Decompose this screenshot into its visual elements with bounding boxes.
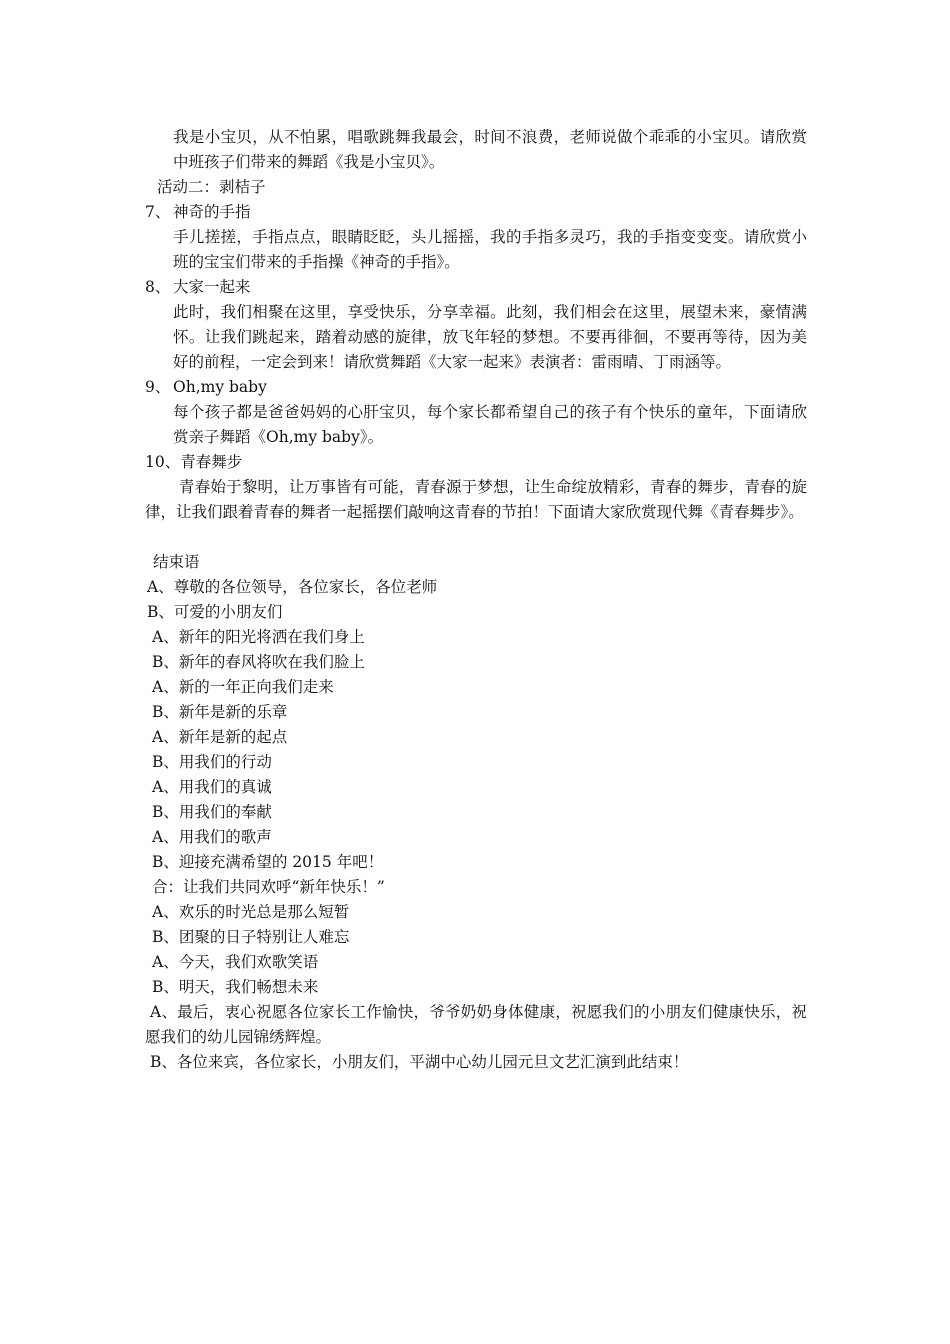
closing-line: A、新年的阳光将洒在我们身上 xyxy=(152,628,365,646)
closing-line: B、用我们的行动 xyxy=(152,753,272,771)
final-closing-b: B、各位来宾，各位家长，小朋友们，平湖中心幼儿园元旦文艺汇演到此结束！ xyxy=(150,1053,689,1071)
closing-line: A、欢乐的时光总是那么短暂 xyxy=(152,903,350,921)
closing-line: B、团聚的日子特别让人难忘 xyxy=(152,928,350,946)
item-title: 青春舞步 xyxy=(180,453,243,471)
item-title: Oh,my baby xyxy=(173,378,267,396)
closing-line: A、用我们的真诚 xyxy=(152,778,272,796)
intro-paragraph: 我是小宝贝，从不怕累，唱歌跳舞我最会，时间不浪费，老师说做个乖乖的小宝贝。请欣赏中班孩子们带来的舞蹈《我是小宝贝》。 xyxy=(173,128,807,171)
closing-line: B、迎接充满希望的 2015 年吧！ xyxy=(152,853,384,871)
activity-two-heading: 活动二：剥桔子 xyxy=(157,178,266,196)
closing-line: B、新年是新的乐章 xyxy=(152,703,288,721)
closing-line: A、今天，我们欢歌笑语 xyxy=(152,953,319,971)
item-title: 神奇的手指 xyxy=(173,203,251,221)
closing-line: B、可爱的小朋友们 xyxy=(147,603,283,621)
item-number: 9、 xyxy=(145,378,171,396)
item-8-description: 此时，我们相聚在这里，享受快乐，分享幸福。此刻，我们相会在这里，展望未来，豪情满怀。让我们跳起来，踏着动感的旋律，放飞年轻的梦想。不要再徘徊，不要再等待，因为美好的前程，一定会到来！请欣赏舞蹈《大家一起来》表演者：雷雨晴、丁雨涵等。 xyxy=(173,303,807,371)
closing-line: A、新年是新的起点 xyxy=(152,728,288,746)
item-9-description: 每个孩子都是爸爸妈妈的心肝宝贝，每个家长都希望自己的孩子有个快乐的童年，下面请欣赏亲子舞蹈《Oh,my baby》。 xyxy=(173,403,807,446)
item-title: 大家一起来 xyxy=(173,278,251,296)
item-number: 10、 xyxy=(145,453,181,471)
item-7-heading xyxy=(145,200,251,225)
closing-line: B、用我们的奉献 xyxy=(152,803,272,821)
closing-line: 合：让我们共同欢呼“新年快乐！” xyxy=(152,878,385,896)
item-8-heading xyxy=(145,275,251,300)
closing-line: A、尊敬的各位领导，各位家长，各位老师 xyxy=(147,578,438,596)
closing-line: A、新的一年正向我们走来 xyxy=(152,678,334,696)
closing-line: A、用我们的歌声 xyxy=(152,828,272,846)
item-9-heading xyxy=(145,375,267,400)
item-7-description: 手儿搓搓，手指点点，眼睛眨眨，头儿摇摇，我的手指多灵巧，我的手指变变变。请欣赏小班的宝宝们带来的手指操《神奇的手指》。 xyxy=(173,228,807,271)
closing-line: B、新年的春风将吹在我们脸上 xyxy=(152,653,365,671)
closing-title: 结束语 xyxy=(153,553,200,571)
final-blessing-a: A、最后，衷心祝愿各位家长工作愉快，爷爷奶奶身体健康，祝愿我们的小朋友们健康快乐，祝愿我们的幼儿园锦绣辉煌。 xyxy=(145,1003,807,1046)
item-10-heading xyxy=(145,450,242,475)
closing-line: B、明天，我们畅想未来 xyxy=(152,978,319,996)
item-10-description: 青春始于黎明，让万事皆有可能，青春源于梦想，让生命绽放精彩，青春的舞步，青春的旋律，让我们跟着青春的舞者一起摇摆们敲响这青春的节拍！下面请大家欣赏现代舞《青春舞步》。 xyxy=(145,478,807,521)
item-number: 8、 xyxy=(145,278,171,296)
item-number: 7、 xyxy=(145,203,171,221)
